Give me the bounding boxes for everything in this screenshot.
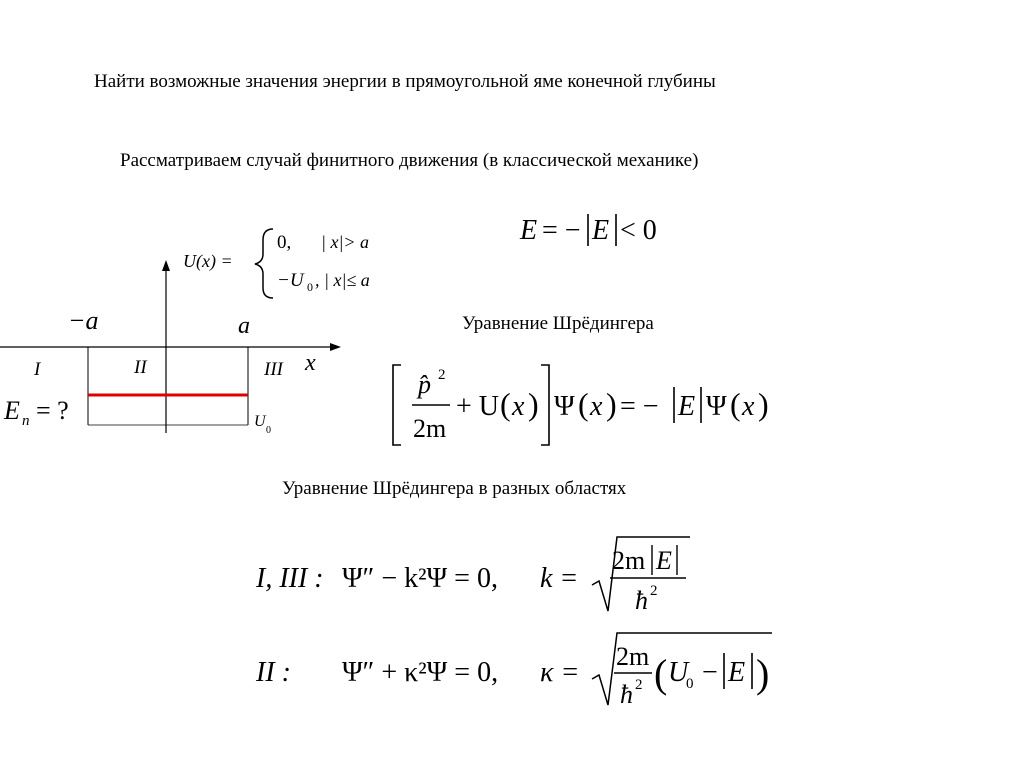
eq1-label: I, III : <box>256 563 324 594</box>
paren-close-icon: ) <box>756 651 770 696</box>
eq1-num-E: E <box>656 546 672 575</box>
p-hat: p̂ <box>418 370 431 399</box>
psi-2: Ψ <box>706 391 727 422</box>
regions-label: Уравнение Шрёдингера в разных областях <box>282 478 627 499</box>
eq2-label: II : <box>256 657 291 688</box>
paren-open-2-icon: ( <box>578 386 589 422</box>
eq1-den-hbar: ħ <box>635 586 648 615</box>
eq2-num-2m: 2m <box>616 642 650 671</box>
denominator: 2m <box>413 414 447 443</box>
case1-condition: | x|> a <box>321 232 370 252</box>
plus-U: + U <box>456 391 500 422</box>
paren-close-2-icon: ) <box>606 386 617 422</box>
eq1-k: k = <box>540 563 579 594</box>
paren-open-icon: ( <box>654 651 668 696</box>
case2-value: −U <box>277 270 304 291</box>
label-En-subscript: n <box>22 413 30 429</box>
eq-minus: = − <box>620 391 659 422</box>
x-arg-2: x <box>590 391 603 422</box>
schrodinger-equation <box>388 355 798 450</box>
label-x: x <box>305 350 316 376</box>
region-eq-1 <box>250 525 710 620</box>
label-a: a <box>238 313 250 339</box>
x-axis-arrow-icon <box>330 343 341 351</box>
potential-lhs: U(x) = <box>183 251 233 271</box>
energy-eq: = − <box>542 215 581 246</box>
label-region-2: II <box>134 357 147 378</box>
eq2-den-hbar: ħ <box>620 680 633 709</box>
case2-subscript: 0 <box>307 280 313 294</box>
eq2-k: κ = <box>540 657 580 688</box>
eq2-den-power: 2 <box>635 677 643 693</box>
paren-open-1-icon: ( <box>500 386 511 422</box>
slide-title: Найти возможные значения энергии в прямоугольной яме конечной глубины <box>94 71 716 92</box>
energy-condition <box>510 208 680 248</box>
paren-close-3-icon: ) <box>758 386 769 422</box>
case2-condition: , | x|≤ a <box>315 270 370 290</box>
psi-1: Ψ <box>554 391 575 422</box>
schrodinger-label: Уравнение Шрёдингера <box>462 313 654 334</box>
label-En-rest: = ? <box>36 396 69 425</box>
eq2-body: Ψ″ + κ²Ψ = 0, <box>342 657 499 688</box>
eq2-U-sub: 0 <box>686 676 694 692</box>
paren-close-1-icon: ) <box>528 386 539 422</box>
eq2-minus: − <box>702 657 718 688</box>
y-axis-arrow-icon <box>162 260 170 271</box>
eq1-den-power: 2 <box>650 583 658 599</box>
eq1-num-2m: 2m <box>612 546 646 575</box>
right-bracket-icon <box>541 365 549 445</box>
energy-rel: < 0 <box>620 215 657 246</box>
case1-value: 0, <box>277 232 292 253</box>
label-U0: U <box>254 413 266 430</box>
paren-open-3-icon: ( <box>730 386 741 422</box>
left-bracket-icon <box>393 365 401 445</box>
p-power: 2 <box>438 367 446 383</box>
well-diagram <box>0 255 345 440</box>
energy-E: E <box>520 215 538 246</box>
eq2-U: U <box>668 657 689 688</box>
eq1-body: Ψ″ − k²Ψ = 0, <box>342 563 498 594</box>
energy-E-abs: E <box>592 215 610 246</box>
x-arg-1: x <box>512 391 525 422</box>
label-minus-a: −a <box>68 306 99 335</box>
label-U0-subscript: 0 <box>266 425 271 436</box>
label-En: E <box>4 396 20 425</box>
slide-subtitle: Рассматриваем случай финитного движения (в классической механике) <box>120 150 699 171</box>
x-arg-3: x <box>742 391 755 422</box>
eq2-E: E <box>728 657 746 688</box>
region-eq-2 <box>250 625 790 720</box>
label-region-3: III <box>264 359 283 380</box>
label-region-1: I <box>34 359 41 380</box>
E-abs: E <box>678 391 696 422</box>
